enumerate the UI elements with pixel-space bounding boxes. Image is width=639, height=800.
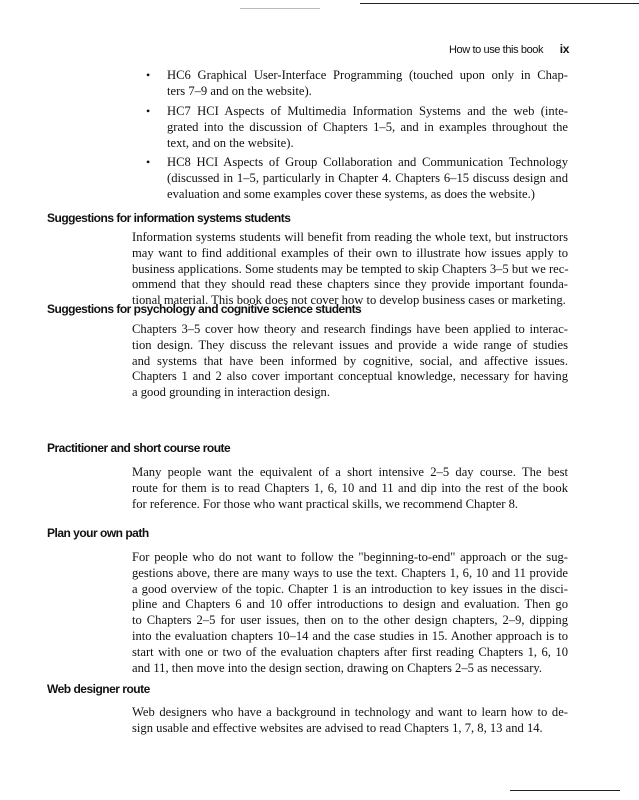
- bullet-line: HC6 Graphical User-Interface Programming (touched upon only in Chap-: [167, 68, 568, 82]
- paragraph-line: Chapters 1 and 2 also cover important conceptual knowledge, necessary for having: [132, 369, 568, 384]
- paragraph-line: gestions above, there are many ways to use the text. Chapters 1, 6, 10 and 11 provide: [132, 565, 568, 580]
- paragraph-line: sign usable and effective websites are advised to read Chapters 1, 7, 8, 13 and 14.: [132, 720, 543, 735]
- section-heading: Suggestions for psychology and cognitive science students: [47, 302, 362, 316]
- bullet-line: text, and on the website).: [167, 135, 294, 150]
- paragraph-line: and systems that have been informed by cognitive, social, and affective issues.: [132, 353, 568, 368]
- paragraph-line: Many people want the equivalent of a short intensive 2–5 day course. The best: [132, 465, 568, 479]
- bottom-rule: [510, 790, 620, 791]
- paragraph-line: for reference. For those who want practical skills, we recommend Chapter 8.: [132, 496, 519, 511]
- page-number: ix: [559, 42, 569, 56]
- paragraph-line: business applications. Some students may be tempted to skip Chapters 3–5 but we rec-: [132, 261, 569, 276]
- paragraph-line: a good grounding in interaction design.: [132, 385, 330, 400]
- paragraph-line: For people who do not want to follow the "beginning-to-end" approach or the sug-: [132, 550, 568, 564]
- paragraph-line: pline and Chapters 6 and 10 offer introductions to design and evaluation. Then go: [132, 597, 568, 612]
- paragraph-line: may want to find additional examples of their own to illustrate how issues apply to: [132, 245, 568, 260]
- running-head: [449, 42, 569, 56]
- section-heading: Web designer route: [47, 682, 150, 696]
- paragraph-line: route for them is to read Chapters 1, 6, 10 and 11 and dip into the rest of the book: [132, 480, 568, 495]
- bullet-line: ters 7–9 and on the website).: [167, 83, 312, 98]
- section-heading: Suggestions for information systems students: [47, 211, 291, 225]
- paragraph-line: start with one or two of the evaluation chapters after first reading Chapters 1, 6, 10: [132, 644, 568, 659]
- paragraph-line: a good overview of the topic. Chapter 1 is an introduction to key issues in the disci-: [132, 581, 568, 596]
- section-heading: Practitioner and short course route: [47, 441, 231, 455]
- paragraph-line: tional material. This book does not cover how to develop business cases or marketing.: [132, 293, 566, 308]
- running-head-title: How to use this book: [449, 44, 544, 56]
- bullet-icon: •: [146, 104, 151, 118]
- paragraph-line: Information systems students will benefit from reading the whole text, but instructors: [132, 230, 568, 244]
- bullet-line: evaluation and some examples cover these systems, as does the website.): [167, 186, 535, 201]
- paragraph-line: tion design. They discuss the relevant issues and provide a wide range of studies: [132, 337, 568, 352]
- paragraph-line: Chapters 3–5 cover how theory and research findings have been applied to interac-: [132, 322, 568, 336]
- paragraph-line: and 11, then move into the design section, drawing on Chapters 2–5 as necessary.: [132, 660, 543, 675]
- top-rule: [360, 3, 639, 4]
- bullet-line: HC7 HCI Aspects of Multimedia Information Systems and the web (inte-: [167, 104, 568, 118]
- top-dash: [240, 8, 320, 9]
- paragraph-line: ommend that they should read these chapters since they provide important founda-: [132, 277, 568, 292]
- paragraph-line: Web designers who have a background in technology and want to learn how to de-: [132, 705, 568, 719]
- section-heading: Plan your own path: [47, 526, 149, 540]
- bullet-icon: •: [146, 68, 151, 82]
- bullet-line: (discussed in 1–5, particularly in Chapter 4. Chapters 6–15 discuss design and: [167, 170, 568, 185]
- paragraph-line: into the evaluation chapters 10–14 and the case studies in 15. Another approach is to: [132, 629, 568, 643]
- paragraph-line: to Chapters 2–5 for user issues, then on to the other design chapters, 2–9, dipping: [132, 613, 568, 628]
- bullet-line: HC8 HCI Aspects of Group Collaboration and Communication Technology: [167, 155, 568, 169]
- bullet-line: grated into the discussion of Chapters 1–5, and in examples throughout the: [167, 119, 568, 134]
- bullet-icon: •: [146, 155, 151, 169]
